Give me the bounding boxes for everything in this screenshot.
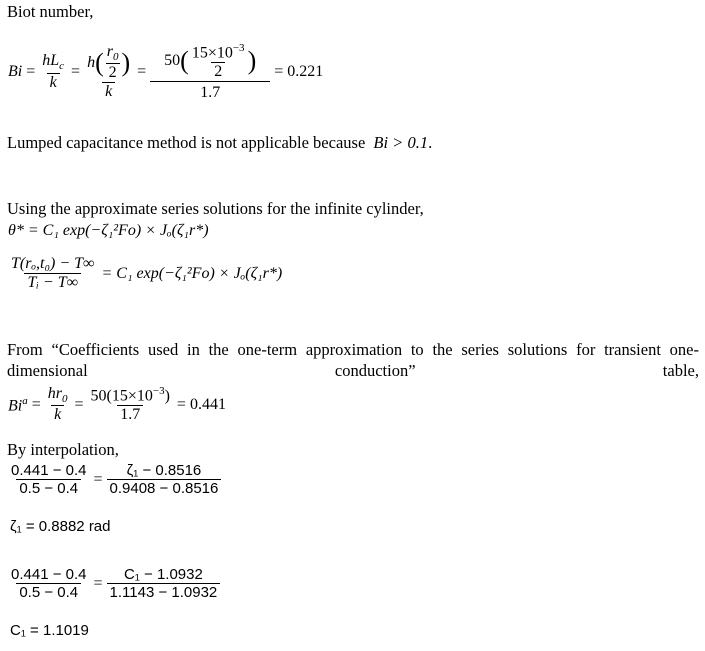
k-den: k [47, 73, 60, 92]
temperature-equation [8, 255, 282, 292]
theta-equation: θ* = C₁ exp(−ζ₁²Fo) × Jₒ(ζ₁r*) [8, 222, 209, 239]
two-den: 2 [106, 63, 120, 82]
interpolation-heading: By interpolation, [7, 440, 119, 459]
biot-fraction-3: 50 ( $\frac{15\times 10^{-3}}{2}$ ) 1.7 [150, 42, 270, 102]
biot-equation: Bi = $\frac{hL_c}{k}$ = h ( $\frac{r_0}{2}$ ) k = 50 ( $\frac{15\times 10^{-3}}{2}$ ) 1.7 = 0.221 [8, 41, 324, 102]
lumped-note [7, 133, 432, 153]
temp-rhs: = C₁ exp(−ζ₁²Fo) × Jₒ(ζ₁r*) [101, 264, 283, 282]
c1-left-num: 0.441 − 0.4 [11, 566, 87, 583]
r-text: r [106, 42, 113, 60]
coef-50: 50 [164, 52, 181, 70]
exp-sup-2: −3 [152, 385, 165, 397]
k-den-2: k [102, 82, 115, 101]
paren-close: ) [164, 387, 170, 405]
k-den-3: k [51, 405, 64, 424]
zeta-result: ζ₁ = 0.8882 rad [10, 518, 111, 535]
a-sup: a [22, 394, 28, 407]
two-den-2: 2 [211, 62, 225, 81]
radius-text: 15×10 [191, 44, 233, 62]
temp-den: Tᵢ − T∞ [24, 273, 81, 292]
k-value-den: 1.7 [150, 81, 270, 102]
r0-sub-2: 0 [61, 393, 68, 406]
biot-fraction-1 [39, 52, 67, 91]
temp-num: T(rₒ,t₀) − T∞ [11, 255, 95, 272]
r0-sub: 0 [112, 51, 119, 64]
h-text: h [87, 53, 96, 71]
hl-text: hL [42, 52, 60, 70]
zeta-left-den: 0.5 − 0.4 [16, 479, 81, 497]
bia-equation: Bi$^a$ = $\frac{hr_0}{k}$ = $\frac{50(15\times 10^{-3})}{1.7}$ = 0.441 [8, 385, 226, 424]
hr-text: hr [47, 385, 62, 403]
biot-result: = 0.221 [274, 63, 324, 80]
bia-den: 1.7 [117, 405, 143, 424]
exp-sup: −3 [232, 41, 245, 54]
zeta-left-num: 0.441 − 0.4 [11, 462, 87, 479]
lc-sub: c [59, 60, 65, 73]
period: . [428, 133, 433, 152]
biot-fraction-2: h ( $\frac{r_0}{2}$ ) k [87, 42, 131, 101]
bi-symbol: Bi [8, 63, 23, 80]
bia-result: = 0.441 [176, 395, 226, 413]
c1-left-den: 0.5 − 0.4 [16, 583, 81, 601]
zeta-right-den: 0.9408 − 0.8516 [107, 479, 222, 497]
bia-num: 50(15×10 [90, 387, 153, 405]
table-paragraph: From “Coefficients used in the one-term approximation to the series solutions for transient one-dimensional conduction” table, [7, 340, 699, 380]
zeta-right-num: ζ₁ − 0.8516 [126, 462, 202, 479]
c1-right-num: C₁ − 1.0932 [123, 566, 203, 583]
bi-symbol-2: Bi [8, 396, 23, 414]
c1-right-den: 1.1143 − 1.0932 [107, 583, 221, 601]
lumped-text: Lumped capacitance method is not applicable because [7, 133, 366, 152]
c1-interpolation: $\frac{0.441 - 0.4}{0.5 - 0.4}$ = $\frac{\text{C₁ − 1.0932}}{1.1143 - 1.0932}$ [8, 566, 220, 601]
biot-heading: Biot number, [7, 2, 94, 21]
zeta-interpolation: $\frac{0.441 - 0.4}{0.5 - 0.4}$ = $\frac{\text{ζ₁ − 0.8516}}{0.9408 - 0.8516}$ [8, 462, 221, 497]
lumped-condition: Bi > 0.1 [373, 133, 429, 152]
series-heading: Using the approximate series solutions for the infinite cylinder, [7, 199, 424, 218]
c1-result: C₁ = 1.1019 [10, 622, 89, 639]
